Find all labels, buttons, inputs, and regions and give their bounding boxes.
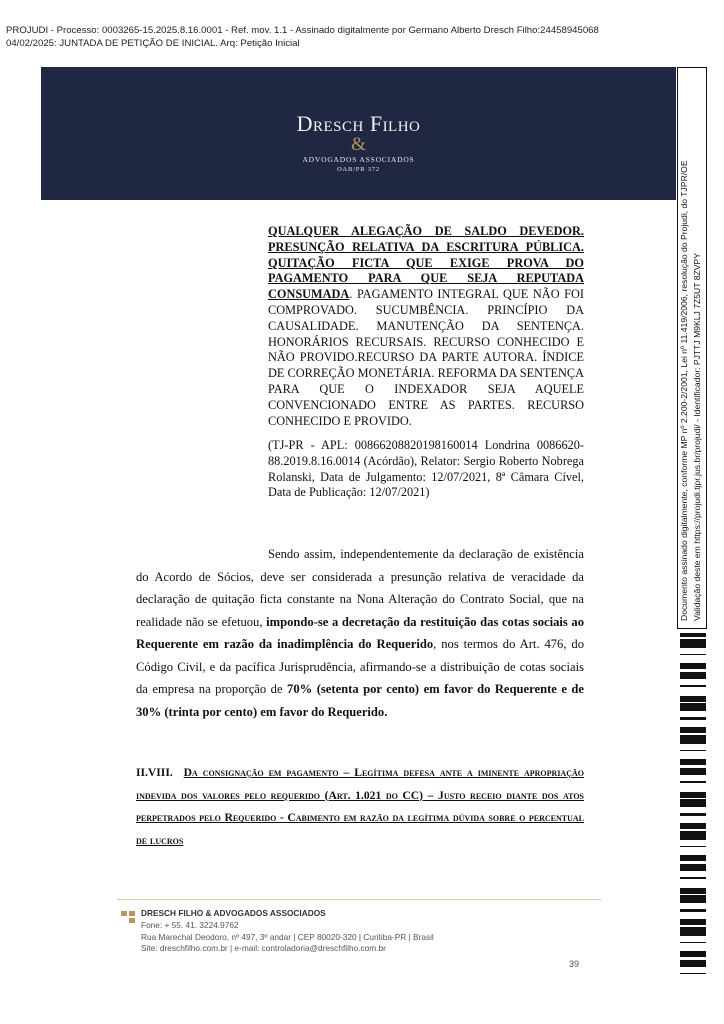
quote-underlined: QUALQUER ALEGAÇÃO DE SALDO DEVEDOR. PRESUNÇÃO RELATIVA DA ESCRITURA PÚBLICA. QUITAÇÃO FICTA QUE EXIGE PROVA DO PAGAMENTO PARA QUE SEJA REPUTADA CONSUMADA <box>268 224 584 302</box>
signature-stamp-line1: Documento assinado digitalmente, conforme MP nº 2.200-2/2001, Lei nº 11.419/2006, resolução do Projudi, do TJPR/OE <box>679 160 689 621</box>
firm-logo-subtitle: ADVOGADOS ASSOCIADOS <box>302 155 415 164</box>
body-paragraph <box>136 543 584 723</box>
footer-phone: Fone: + 55. 41. 3224.9762 <box>141 919 239 930</box>
jurisprudence-quote <box>268 224 584 429</box>
process-header <box>6 25 666 50</box>
process-header-line1: PROJUDI - Processo: 0003265-15.2025.8.16.0001 - Ref. mov. 1.1 - Assinado digitalmente por Germano Alberto Dresch Filho:24458945068 <box>6 25 599 36</box>
page-number: 39 <box>569 959 580 969</box>
firm-logo-ampersand: & <box>351 134 366 155</box>
footer-address: Rua Marechal Deodoro, nº 497, 3º andar | CEP 80020-320 | Curitiba-PR | Brasil <box>141 931 434 942</box>
process-header-line2: 04/02/2025: JUNTADA DE PETIÇÃO DE INICIAL. Arq: Petição Inicial <box>6 37 300 49</box>
barcode-image <box>680 633 706 974</box>
section-heading <box>136 762 584 852</box>
footer-logo-icon <box>121 911 137 925</box>
paragraph-part2: , nos termos do Art. 476, do Código Civil, e da pacífica Jurisprudência, afirmando-se a distribuição de cotas sociais da empresa na proporção de <box>136 637 584 696</box>
letterhead-banner <box>41 67 676 200</box>
paragraph-part1: Sendo assim, independentemente da declaração de existência do Acordo de Sócios, deve ser considerada a presunção relativa de veracidade da declaração de quitação ficta constante na Nona Alteração do Contrato Social, que na realidade não se efetuou, <box>136 547 584 629</box>
footer-divider <box>117 899 601 900</box>
section-title: Da consignação em pagamento – Legítima defesa ante a iminente apropriação indevida dos valores pelo requerido (Art. 1.021 do CC) – Justo receio diante dos atos perpetrados pelo Requerido - Cabimento em razão da legítima dúvida sobre o percentual de lucros <box>136 766 584 847</box>
signature-stamp-text <box>678 69 706 625</box>
paragraph-bold2: 70% (setenta por cento) em favor do Requerente e de 30% (trinta por cento) em favor do Requerido. <box>136 682 584 719</box>
quote-rest: . PAGAMENTO INTEGRAL QUE NÃO FOI COMPROVADO. SUCUMBÊNCIA. PRINCÍPIO DA CAUSALIDADE. MANUTENÇÃO DA SENTENÇA. HONORÁRIOS RECURSAIS. RECURSO CONHECIDO E NÃO PROVIDO.RECURSO DA PARTE AUTORA. ÍNDICE DE CORREÇÃO MONETÁRIA. REFORMA DA SENTENÇA PARA QUE O INDEXADOR SEJA AQUELE CONVENCIONADO ENTRE AS PARTES. RECURSO CONHECIDO E PROVIDO. <box>268 287 584 428</box>
footer-firm-name: DRESCH FILHO & ADVOGADOS ASSOCIADOS <box>141 908 326 918</box>
footer-contact: Site: dreschfilho.com.br | e-mail: controladoria@dreschfilho.com.br <box>141 943 386 954</box>
section-number: II.VIII. <box>136 766 173 779</box>
paragraph-bold1: impondo-se a decretação da restituição das cotas sociais ao Requerente em razão da inadimplência do Requerido <box>136 614 585 651</box>
footer <box>141 908 591 955</box>
firm-logo-name: Dresch Filho <box>296 111 421 136</box>
firm-logo-oab: OAB/PR 372 <box>337 166 380 173</box>
signature-stamp-line2: Validação deste em https://projudi.tjpr.jus.br/projudi/ - Identificador: PJTTJ M9KLJ 7Z5UT 8ZVPY <box>691 253 702 621</box>
case-citation: (TJ-PR - APL: 00866208820198160014 Londrina 0086620-88.2019.8.16.0014 (Acórdão), Relator: Sergio Roberto Nobrega Rolanski, Data de Julgamento: 12/07/2021, 8ª Câmara Cível, Data de Publicação: 12/07/2021) <box>268 438 584 500</box>
